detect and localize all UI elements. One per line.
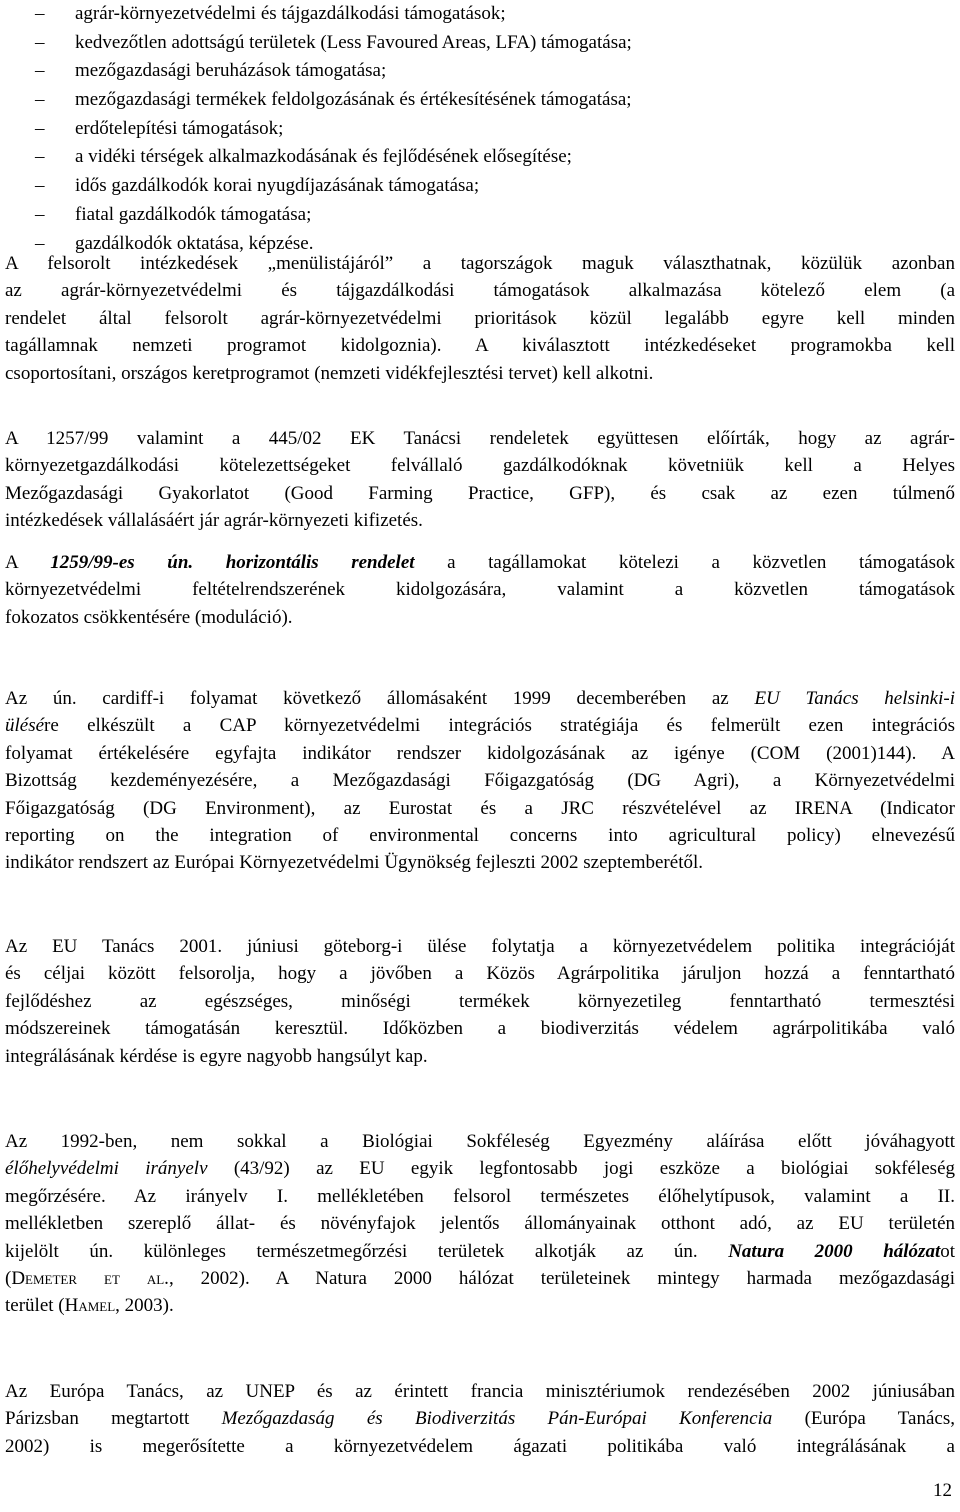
list-item: – a vidéki térségek alkalmazkodásának és fejlődésének elősegítése;: [5, 143, 955, 172]
dash-bullet: –: [35, 60, 45, 82]
paragraph-cardiff-process: Az ún. cardiff-i folyamat következő állomásaként 1999 decemberében az EU Tanács helsinki-i ülésére elkészült a CAP környezetvédelmi integrációs stratégiája és felmerült ezen integrációs folyamat értékelésére egyfajta indikátor rendszer kidolgozásának az igénye (COM (2001)144). A Bizottság kezdeményezésére, a Mezőgazdasági Főigazgatóság (DG Agri), a Környezetvédelmi Főigazgatóság (DG Environment), az Eurostat és a JRC részvételével az IRENA (Indicator reporting on the integration of environmental concerns into agricultural policy) elnevezésű indikátor rendszert az Európai Környezetvédelmi Ügynökség fejleszti 2002 szeptemberétől.: [5, 688, 955, 874]
dash-bullet: –: [35, 117, 45, 139]
paragraph-horizontal-regulation: A 1259/99-es ún. horizontális rendelet a tagállamokat kötelezi a közvetlen támogatások környezetvédelmi feltételrendszerének kidolgozására, valamint a közvetlen támogatások fokozatos csökkentésére (moduláció).: [5, 552, 955, 628]
dash-bullet: –: [35, 203, 45, 225]
list-item: – mezőgazdasági termékek feldolgozásának és értékesítésének támogatása;: [5, 86, 955, 115]
paragraph-council-regulations: A 1257/99 valamint a 445/02 EK Tanácsi rendeletek együttesen előírták, hogy az agrár- környezetgazdálkodási kötelezettségeket felvállaló gazdálkodóknak követniük kell a Helyes Mezőgazdasági Gyakorlatot (Good Farming Practice, GFP), és csak az ezen túlmenő intézkedések vállalásáért jár agrár-környezeti kifizetés.: [5, 428, 955, 532]
paragraph-menu-list: A felsorolt intézkedések „menülistájáról” a tagországok maguk választhatnak, közülük azonban az agrár-környezetvédelmi és tájgazdálkodási támogatások alkalmazása kötelező elem (a rendelet által felsorolt agrár-környezetvédelmi prioritások közül legalább egyre kell minden tagállamnak nemzeti programot kidolgoznia). A kiválasztott intézkedéseket programokba kell csoportosítani, országos keretprogramot (nemzeti vidékfejlesztési tervet) kell alkotni.: [5, 253, 955, 384]
dash-bullet: –: [35, 146, 45, 168]
list-item: – erdőtelepítési támogatások;: [5, 115, 955, 144]
dash-bullet: –: [35, 232, 45, 254]
list-item: – agrár-környezetvédelmi és tájgazdálkodási támogatások;: [5, 0, 955, 29]
paragraph-habitats-directive: Az 1992-ben, nem sokkal a Biológiai Sokféleség Egyezmény aláírása előtt jóváhagyott élőhelyvédelmi irányelv (43/92) az EU egyik legfontosabb jogi eszköze a biológiai sokféleség megőrzésére. Az irányelv I. mellékletében felsorol természetes élőhelytípusok, valamint a II. mellékletben szereplő állat- és növényfajok jelentős állományainak otthont adó, az EU területén kijelölt ún. különleges természetmegőrzési területek alkotják az ún. Natura 2000 hálózatot (Demeter et al., 2002). A Natura 2000 hálózat területeinek mintegy harmada mezőgazdasági terület (Hamel, 2003).: [5, 1131, 956, 1317]
paragraph-goteborg: Az EU Tanács 2001. júniusi göteborg-i ülése folytatja a környezetvédelem politika integrációját és céljai között felsorolja, hogy a jövőben a Közös Agrárpolitika járuljon hozzá a fenntartható fejlődéshez az egészséges, minőségi termékek környezetileg fenntartható termesztési módszereinek támogatásán keresztül. Időközben a biodiverzitás védelem agrárpolitikába való integrálásának kérdése is egyre nagyobb hangsúlyt kap.: [5, 936, 955, 1067]
dash-bullet: –: [35, 175, 45, 197]
page-number: 12: [933, 1480, 952, 1501]
list-item: – idős gazdálkodók korai nyugdíjazásának támogatása;: [5, 172, 955, 201]
list-item: – kedvezőtlen adottságú területek (Less Favoured Areas, LFA) támogatása;: [5, 29, 955, 58]
dash-bullet: –: [35, 3, 45, 24]
measures-list: [5, 0, 955, 258]
dash-bullet: –: [35, 31, 45, 53]
dash-bullet: –: [35, 89, 45, 111]
paragraph-pan-european-conference: Az Európa Tanács, az UNEP és az érintett francia minisztériumok rendezésében 2002 júniusában Párizsban megtartott Mezőgazdaság és Biodiverzitás Pán-Európai Konferencia (Európa Tanács, 2002) is megerősítette a környezetvédelem ágazati politikába való integrálásának a: [5, 1381, 955, 1457]
list-item: – gazdálkodók oktatása, képzése.: [5, 230, 955, 259]
list-item: – mezőgazdasági beruházások támogatása;: [5, 57, 955, 86]
list-item: – fiatal gazdálkodók támogatása;: [5, 201, 955, 230]
